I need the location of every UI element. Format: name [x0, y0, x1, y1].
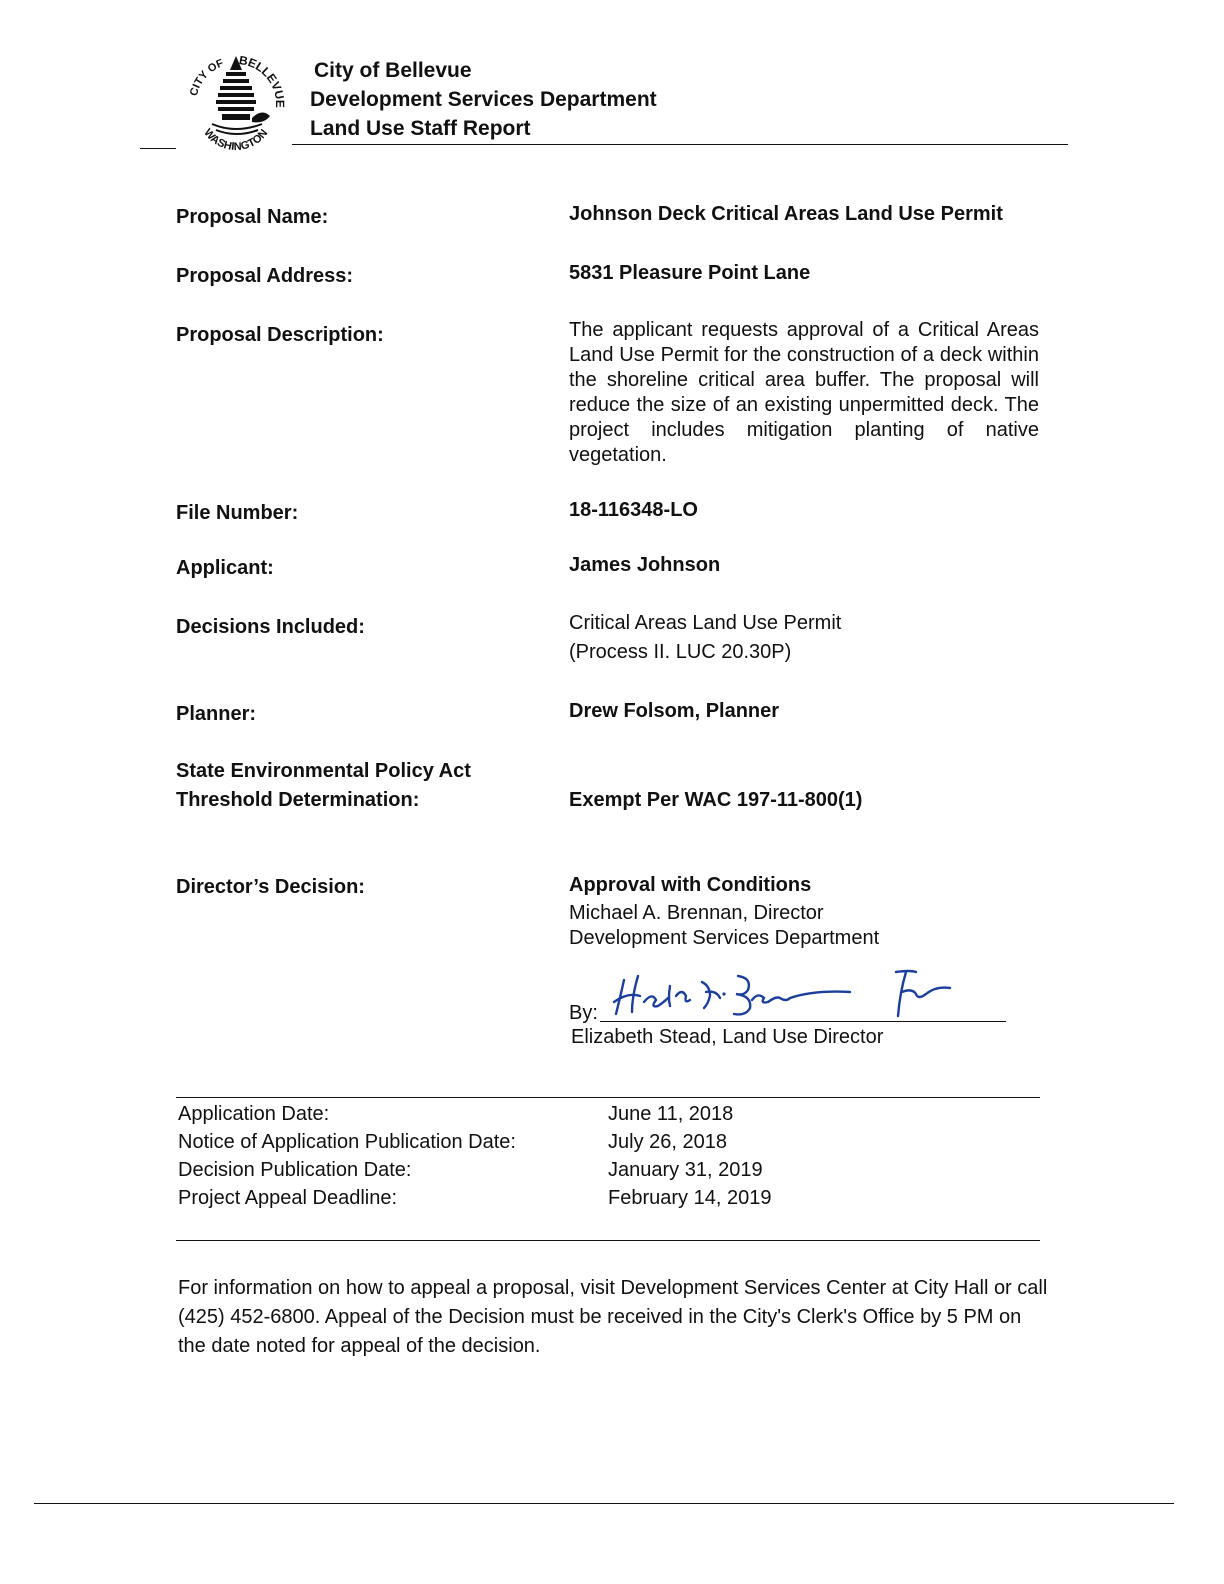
- proposal-name-value: Johnson Deck Critical Areas Land Use Permit: [569, 203, 1003, 225]
- svg-text:BELLEVUE: BELLEVUE: [238, 53, 288, 108]
- date-label: Application Date:: [178, 1103, 330, 1125]
- sepa-label-line2: Threshold Determination:: [176, 789, 420, 811]
- directors-decision-value: Approval with Conditions: [569, 874, 812, 896]
- date-value: January 31, 2019: [608, 1159, 763, 1181]
- signer-name: Elizabeth Stead, Land Use Director: [571, 1026, 884, 1048]
- header-department: Development Services Department: [310, 88, 657, 111]
- proposal-address-label: Proposal Address:: [176, 265, 354, 287]
- applicant-value: James Johnson: [569, 554, 721, 576]
- planner-label: Planner:: [176, 703, 257, 725]
- file-number-label: File Number:: [176, 502, 299, 524]
- date-value: February 14, 2019: [608, 1187, 772, 1209]
- file-number-value: 18-116348-LO: [569, 499, 698, 521]
- proposal-address-value: 5831 Pleasure Point Lane: [569, 262, 811, 284]
- header-rule-right: [292, 144, 1068, 145]
- decisions-included-value-1: Critical Areas Land Use Permit: [569, 612, 842, 634]
- header-report-type: Land Use Staff Report: [310, 117, 531, 140]
- date-row: [178, 1103, 878, 1131]
- header-rule-left: [140, 148, 176, 149]
- appeal-information: For information on how to appeal a proposal, visit Development Services Center at City Hall or call (425) 452-6800. Appeal of the Decision must be received in the City's Clerk's Office by 5 PM on the date noted for appeal of the decision.: [178, 1277, 1048, 1357]
- directors-decision-label: Director’s Decision:: [176, 876, 365, 898]
- date-row: [178, 1131, 878, 1159]
- dates-top-rule: [176, 1097, 1040, 1098]
- header-block: [310, 56, 657, 143]
- date-label: Decision Publication Date:: [178, 1159, 412, 1181]
- director-name: Michael A. Brennan, Director: [569, 902, 824, 924]
- dates-table: [178, 1103, 878, 1215]
- decisions-included-value-2: (Process II. LUC 20.30P): [569, 641, 792, 663]
- proposal-description-label: Proposal Description:: [176, 324, 384, 346]
- decisions-included-label: Decisions Included:: [176, 616, 365, 638]
- dates-bottom-rule: [176, 1240, 1040, 1241]
- svg-text:CITY OF: CITY OF: [187, 57, 226, 98]
- signature-line: [600, 1021, 1006, 1022]
- date-row: [178, 1187, 878, 1215]
- date-label: Project Appeal Deadline:: [178, 1187, 398, 1209]
- date-value: June 11, 2018: [608, 1103, 734, 1125]
- proposal-description-value: The applicant requests approval of a Critical Areas Land Use Permit for the construction of a deck within the shoreline critical area buffer. The proposal will reduce the size of an existing unpermitted deck. The project includes mitigation planting of native vegetation.: [569, 319, 1039, 466]
- date-row: [178, 1159, 878, 1187]
- director-department: Development Services Department: [569, 927, 880, 949]
- header-city: City of Bellevue: [314, 59, 472, 82]
- date-label: Notice of Application Publication Date:: [178, 1131, 516, 1153]
- by-label: By:: [569, 1002, 598, 1024]
- planner-value: Drew Folsom, Planner: [569, 700, 780, 722]
- applicant-label: Applicant:: [176, 557, 274, 579]
- sepa-value: Exempt Per WAC 197-11-800(1): [569, 789, 863, 811]
- city-seal: [182, 48, 290, 160]
- svg-text:WASHINGTON: WASHINGTON: [201, 126, 271, 154]
- page-bottom-rule: [34, 1503, 1174, 1504]
- proposal-name-label: Proposal Name:: [176, 206, 329, 228]
- date-value: July 26, 2018: [608, 1131, 727, 1153]
- sepa-label-line1: State Environmental Policy Act: [176, 760, 471, 782]
- handwritten-signature: [596, 966, 986, 1026]
